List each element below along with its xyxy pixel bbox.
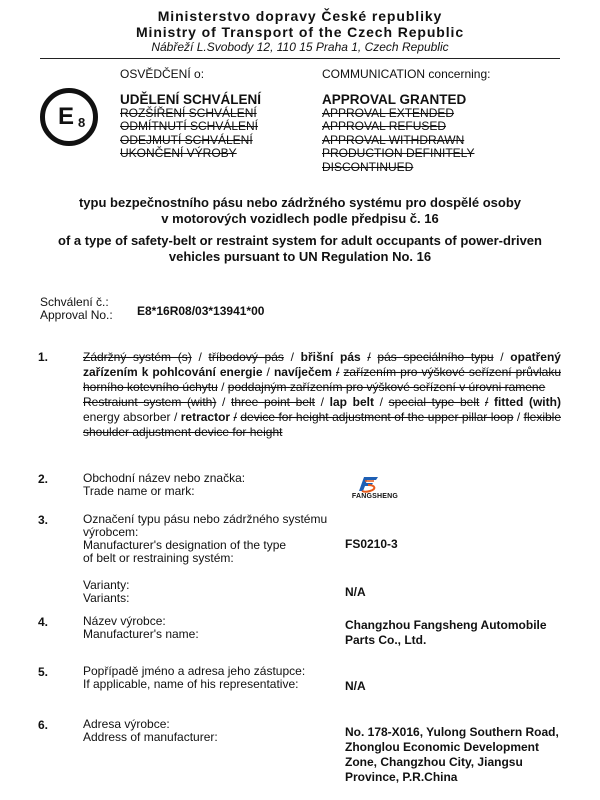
- option-withdrawn-cz: ODEJMUTÍ SCHVÁLENÍ: [120, 132, 253, 147]
- option-extended-cz: ROZŠÍŘENÍ SCHVÁLENÍ: [120, 105, 257, 120]
- struck-three-point-en: three point belt: [230, 395, 316, 409]
- item-4-number: 4.: [38, 615, 49, 629]
- approval-granted-cz: UDĚLENÍ SCHVÁLENÍ: [120, 91, 262, 107]
- struck-restraint-system-en: Restraiunt system (with): [83, 395, 217, 409]
- brand-name: FANGSHENG: [351, 493, 399, 500]
- struck-special-belt-en: special type belt: [388, 395, 480, 409]
- energy-absorber-cz: opatřený zařízením k pohlcování energie: [83, 350, 561, 379]
- item-3-label-en-line2: of belt or restraining systém:: [83, 551, 234, 565]
- option-discontinued-cz: UKONČENÍ VÝROBY: [120, 146, 237, 160]
- retractor-en: retractor: [180, 410, 231, 424]
- item-2-label-cz: Obchodní název nebo značka:: [83, 471, 246, 485]
- header-divider: [40, 58, 560, 59]
- item-3-label: [83, 513, 327, 565]
- title-cz-line2: v motorových vozidlech podle předpisu č. 16: [161, 211, 439, 226]
- approval-label-cz: Schválení č.:: [40, 295, 109, 309]
- item-1-number: 1.: [38, 350, 49, 364]
- struck-special-belt-cz: pás speciálního typu: [377, 350, 494, 364]
- struck-three-point-cz: tříbodový pás: [208, 350, 284, 364]
- lap-belt-cz: břišní pás: [300, 350, 361, 364]
- retractor-cz: navíječem: [273, 365, 332, 379]
- e-mark-logo: [40, 88, 98, 146]
- option-refused-en: APPROVAL REFUSED: [322, 119, 447, 133]
- option-withdrawn-en: APPROVAL WITHDRAWN: [322, 132, 465, 147]
- variants-label: [83, 579, 129, 605]
- struck-shoulder-adjust-cz: poddajným zařízením pro výškové seřízení v úrovni ramene: [227, 380, 546, 394]
- item-2-number: 2.: [38, 472, 49, 486]
- item-5-number: 5.: [38, 665, 49, 679]
- item-6-label: [83, 718, 218, 744]
- communication-cz: [120, 68, 310, 161]
- variants-value: N/A: [345, 585, 366, 599]
- option-discontinued-en: PRODUCTION DEFINITELY DISCONTINUED: [322, 146, 475, 174]
- title-cz-line1: typu bezpečnostního pásu nebo zádržného systému pro dospělé osoby: [78, 195, 522, 210]
- fangsheng-brand-logo: [340, 473, 410, 503]
- struck-restraint-system-cz: Zádržný systém (s): [83, 350, 192, 364]
- representative-value: N/A: [345, 679, 366, 693]
- variants-label-cz: Varianty:: [83, 578, 130, 592]
- variants-label-en: Variants:: [83, 591, 130, 605]
- item-5-label-en: If applicable, name of his representative:: [83, 677, 299, 691]
- fitted-with-en: fitted (with): [493, 395, 561, 409]
- ministry-address: Nábřeží L.Svobody 12, 110 15 Praha 1, Czech Republic: [151, 40, 449, 54]
- item-2-label: [83, 472, 245, 498]
- manufacturer-address-value: [345, 725, 559, 785]
- manufacturer-name-line2: Parts Co., Ltd.: [345, 633, 427, 647]
- item-1-description: [83, 350, 561, 440]
- e-mark-number: 8: [78, 115, 86, 130]
- item-6-number: 6.: [38, 718, 49, 732]
- communication-cz-heading: OSVĚDČENÍ o:: [120, 67, 205, 81]
- manufacturer-name-value: [345, 618, 547, 648]
- title-en-line1: of a type of safety-belt or restraint system for adult occupants of power-driven: [58, 233, 542, 248]
- struck-upper-pillar-en: device for height adjustment of the upper pillar loop: [240, 410, 514, 424]
- item-1-en: Restraiunt system (with) / three point belt / lap belt / special type belt / fitted (with) energy absorber / retractor / device for height adjustment of the upper pillar loop / flexible shoulder adjustment device for height: [83, 395, 561, 439]
- designation-value: FS0210-3: [345, 537, 398, 551]
- communication-en-heading: COMMUNICATION concerning:: [322, 67, 491, 81]
- item-2-label-en: Trade name or mark:: [83, 484, 195, 498]
- struck-shoulder-adjust-en: flexible shoulder adjustment device for height: [83, 410, 561, 439]
- ministry-name-cz: Ministerstvo dopravy České republiky: [157, 8, 443, 24]
- title-en-line2: vehicles pursuant to UN Regulation No. 16: [168, 249, 432, 264]
- approval-number-label: [40, 296, 113, 322]
- item-3-label-en-line1: Manufacturer's designation of the type: [83, 538, 287, 552]
- communication-en: [322, 68, 567, 174]
- energy-absorber-en: energy absorber: [83, 410, 171, 424]
- item-5-label-cz: Popřípadě jméno a adresa jeho zástupce:: [83, 664, 306, 678]
- item-4-label-en: Manufacturer's name:: [83, 627, 199, 641]
- approval-label-en: Approval No.:: [40, 308, 113, 322]
- ministry-name-en: Ministry of Transport of the Czech Republic: [135, 24, 465, 40]
- approval-granted-en: APPROVAL GRANTED: [322, 91, 467, 107]
- item-3-number: 3.: [38, 513, 49, 527]
- item-4-label-cz: Název výrobce:: [83, 614, 166, 628]
- manufacturer-name-line1: Changzhou Fangsheng Automobile: [345, 618, 547, 632]
- struck-height-adjust-cz: zařízením pro výškové seřízení průvlaku horního kotevního úchytu: [83, 365, 561, 394]
- item-6-label-cz: Adresa výrobce:: [83, 717, 170, 731]
- address-line1: No. 178-X016, Yulong Southern Road,: [345, 725, 559, 739]
- item-4-label: [83, 615, 199, 641]
- address-line4: Province, P.R.China: [345, 770, 458, 784]
- item-6-label-en: Address of manufacturer:: [83, 730, 218, 744]
- item-5-label: [83, 665, 305, 691]
- option-extended-en: APPROVAL EXTENDED: [322, 105, 455, 120]
- e-mark-letter: E: [58, 103, 75, 130]
- address-line3: Zone, Changzhou City, Jiangsu: [345, 755, 523, 769]
- item-3-label-cz-line1: Označení typu pásu nebo zádržného systému: [83, 512, 328, 526]
- item-1-cz: Zádržný systém (s) / tříbodový pás / břišní pás / pás speciálního typu / opatřený zařízením k pohlcování energie / navíječem / zařízením pro výškové seřízení průvlaku horního kotevního úchytu / poddajným zařízením pro výškové seřízení v úrovni ramene: [83, 350, 561, 394]
- approval-number: E8*16R08/03*13941*00: [137, 304, 265, 318]
- option-refused-cz: ODMÍTNUTÍ SCHVÁLENÍ: [120, 119, 259, 133]
- item-3-label-cz-line2: výrobcem:: [83, 525, 139, 539]
- address-line2: Zhonglou Economic Development: [345, 740, 540, 754]
- lap-belt-en: lap belt: [329, 395, 374, 409]
